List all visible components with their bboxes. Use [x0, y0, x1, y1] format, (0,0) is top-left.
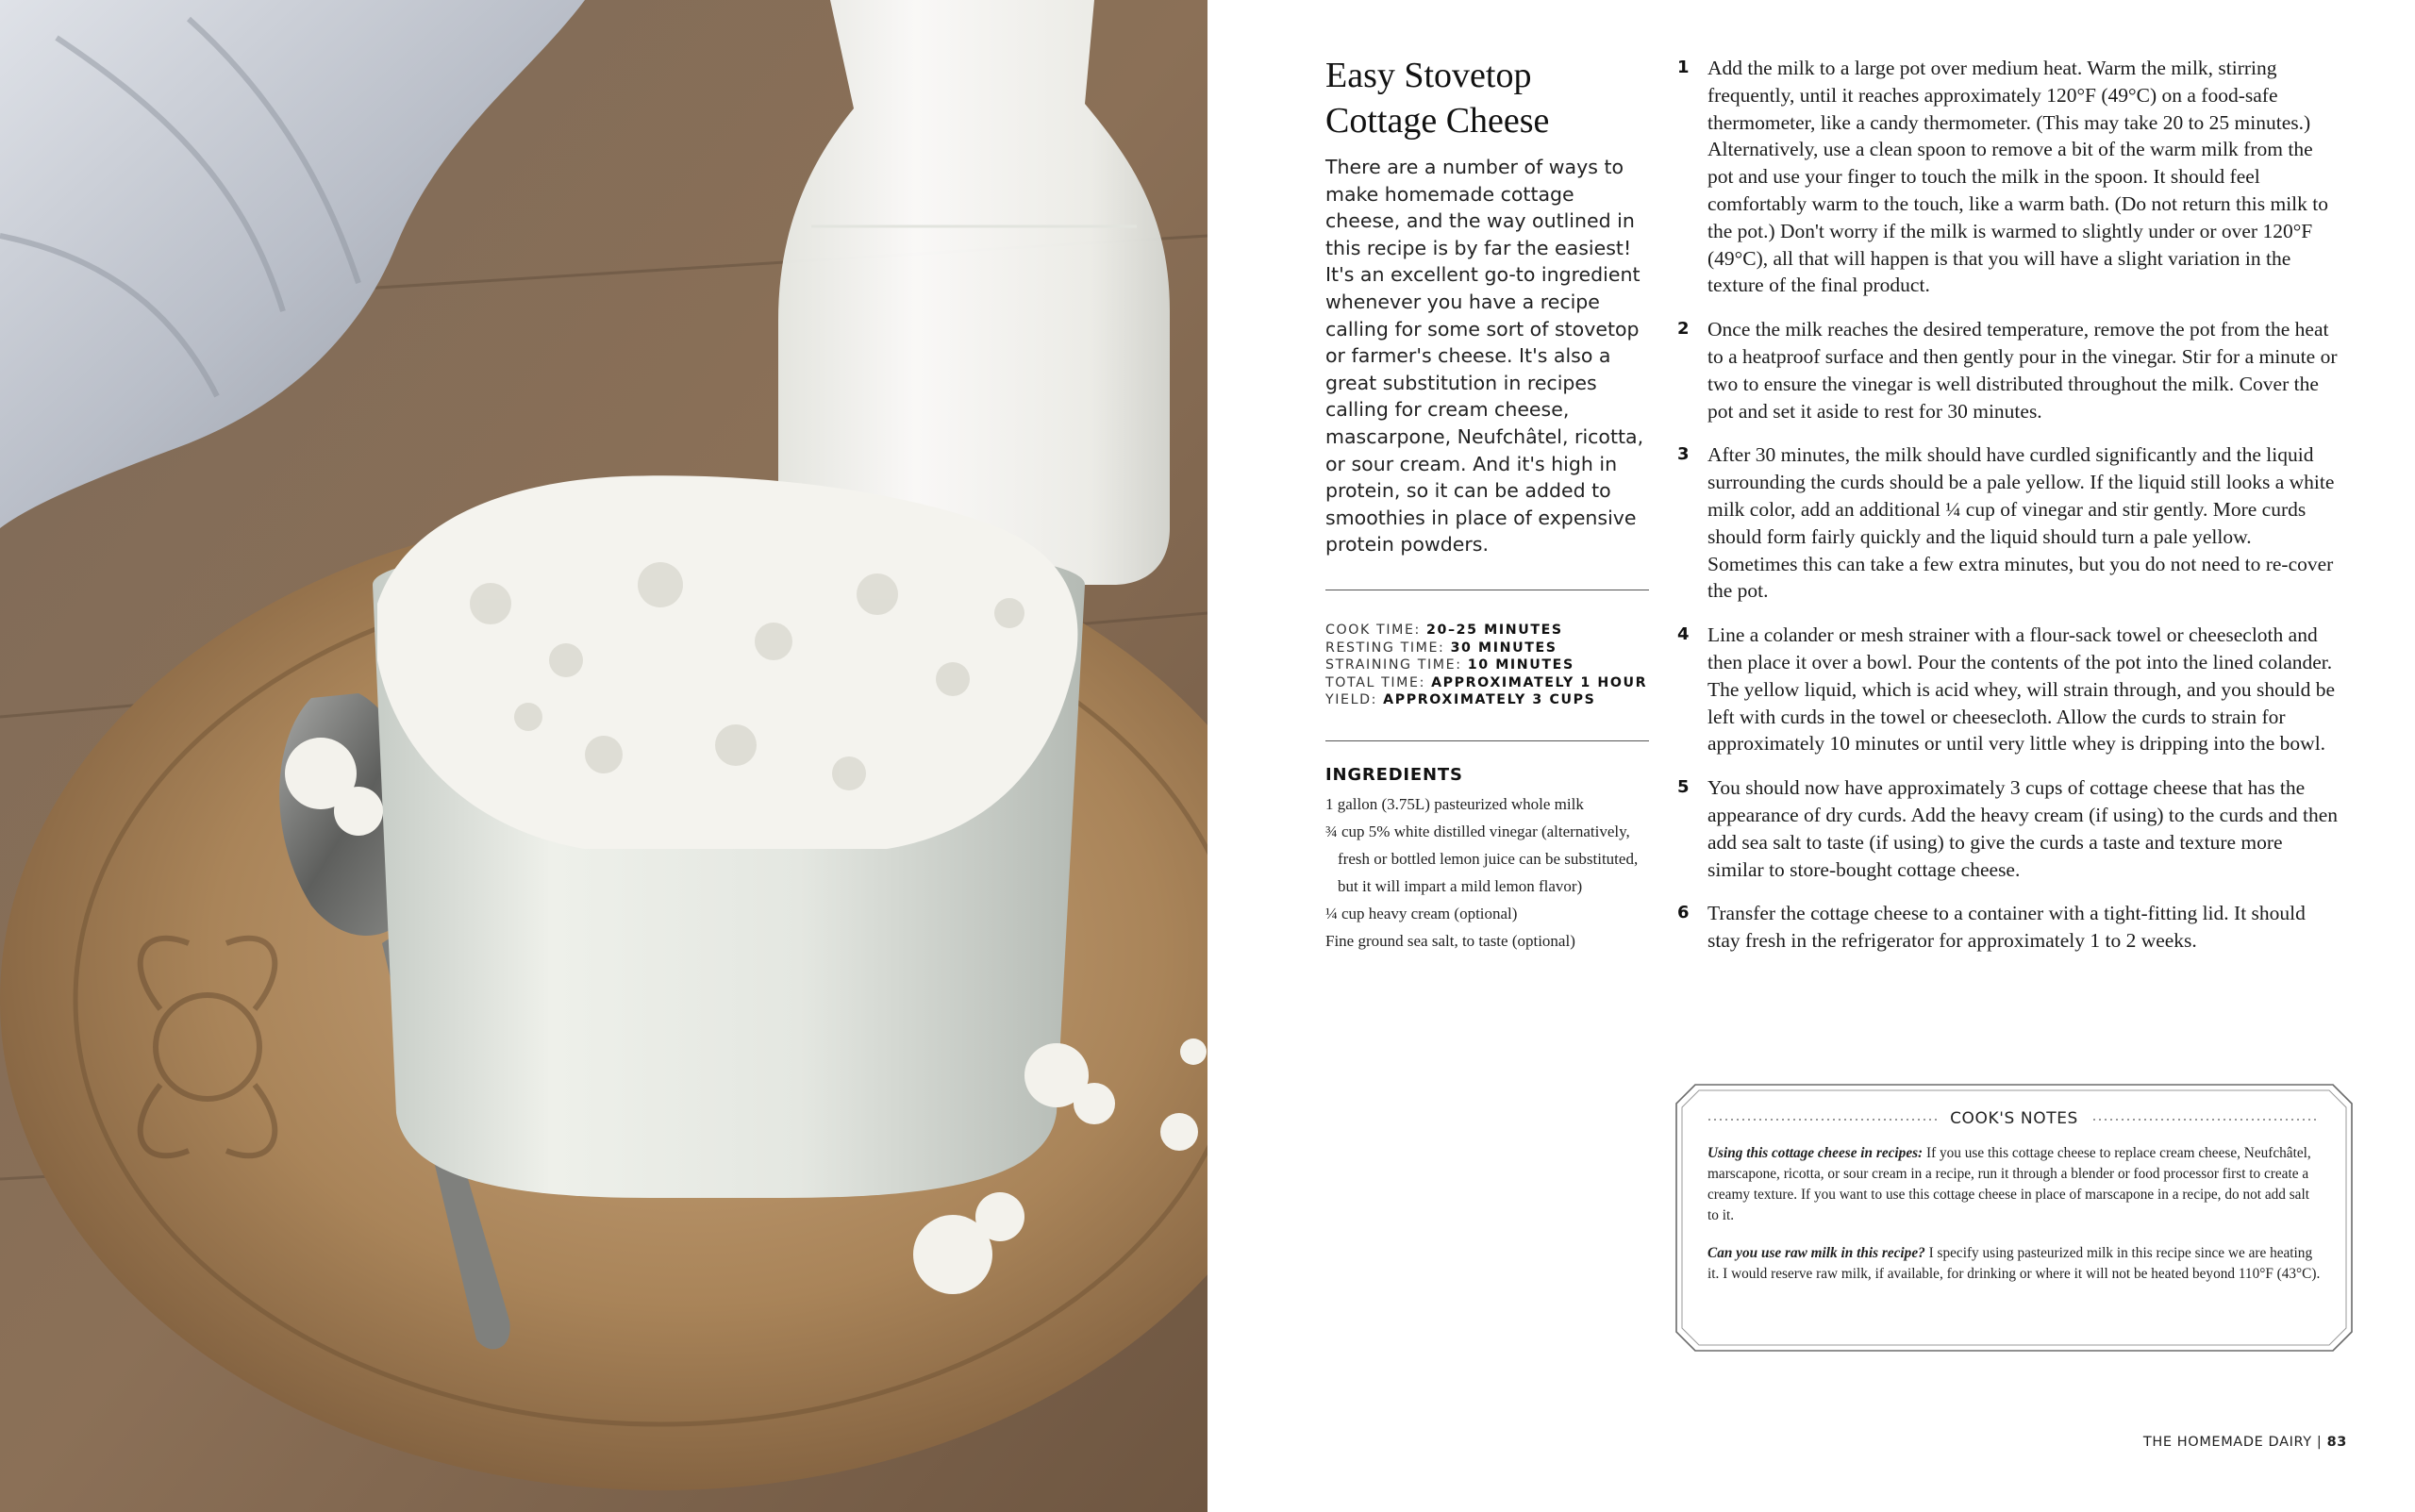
step-item [1677, 316, 2340, 424]
step-text: Add the milk to a large pot over medium heat. Warm the milk, stirring frequently, until it reaches approximately 120°F (49°C) on a food-safe thermometer, like a candy thermometer. (This may take 20 to 25 minutes.) Alternatively, use a clean spoon to remove a bit of the warm milk from the pot and use your finger to touch the milk in the spoon. It should feel comfortably warm to the touch, like a warm bath. (Do not return this milk to the pot.) Don't worry if the milk is warmed to slightly under or over 120°F (49°C), all that will happen is that you will have a slight variation in the texture of the final product. [1707, 57, 2328, 297]
steps-list [1677, 55, 2340, 955]
time-row: YIELD: APPROXIMATELY 3 CUPS [1325, 692, 1596, 707]
step-item [1677, 441, 2340, 605]
ingredient-item: ¼ cup heavy cream (optional) [1325, 905, 1518, 922]
step-text: You should now have approximately 3 cups of cottage cheese that has the appearance of dry curds. Add the heavy cream (if using) to the curds and then add sea salt to taste (if using) to give the curds a taste and texture more similar to store-bought cottage cheese. [1707, 776, 2339, 881]
step-item [1677, 900, 2340, 955]
footer-separator: | [2316, 1435, 2323, 1450]
step-item [1677, 55, 2340, 299]
recipe-title-line1: Easy Stovetop [1325, 56, 1532, 95]
step-text: Line a colander or mesh strainer with a flour-sack towel or cheesecloth and then place it over a bowl. Pour the contents of the pot into the lined colander. The yellow liquid, which is acid whey, will strain through, and you should be left with curds in the towel or cheesecloth. Allow the curds to strain for approximately 10 minutes or until very little whey is dripping into the bowl. [1707, 623, 2335, 756]
step-number: 2 [1677, 319, 1690, 340]
recipe-times [1325, 622, 1651, 709]
time-row: STRAINING TIME: 10 MINUTES [1325, 657, 1574, 673]
ingredients-list [1325, 790, 1651, 955]
recipe-title [1325, 53, 1627, 143]
cooks-notes-box [1674, 1083, 2354, 1353]
step-text: After 30 minutes, the milk should have curdled significantly and the liquid surrounding the curds should be a pale yellow. If the liquid still looks a white milk color, add an additional ¼ cup of vinegar and stir gently. More curds should form fairly quickly and the liquid should turn a pale yellow. Sometimes this can take a few extra minutes, but you do not need to re-cover the pot. [1707, 443, 2335, 603]
page-footer [2143, 1435, 2347, 1450]
ingredient-item: Fine ground sea salt, to taste (optional) [1325, 932, 1575, 950]
notes-title: COOK'S NOTES [1937, 1109, 2091, 1128]
time-row: RESTING TIME: 30 MINUTES [1325, 640, 1557, 656]
step-number: 3 [1677, 444, 1690, 465]
step-number: 6 [1677, 903, 1690, 923]
step-number: 4 [1677, 624, 1690, 645]
step-text: Once the milk reaches the desired temperature, remove the pot from the heat to a heatproof surface and then gently pour in the vinegar. Stir for a minute or two to ensure the vinegar is well distributed throughout the milk. Cover the pot and set it aside to rest for 30 minutes. [1707, 318, 2338, 423]
ingredients-heading: INGREDIENTS [1325, 765, 1463, 785]
step-number: 1 [1677, 58, 1690, 77]
step-text: Transfer the cottage cheese to a container with a tight-fitting lid. It should stay fresh in the refrigerator for approximately 1 to 2 weeks. [1707, 902, 2306, 953]
note-raw-replace: Using this cottage cheese in recipes: If you use this cottage cheese to replace cream cheese, Neufchâtel, marscapone, ricotta, or sour cream in a recipe, run it through a blender or food processor first to create a creamy texture. If you want to use this cottage cheese in place of marscapone in a recipe, do not add salt to it. [1707, 1145, 2311, 1223]
page-number: 83 [2326, 1435, 2347, 1450]
note-raw-milk: Can you use raw milk in this recipe? I specify using pasteurized milk in this recipe since we are heating it. I would reserve raw milk, if available, for drinking or where it will not be heated beyond 110°F (43°C). [1707, 1245, 2321, 1282]
recipe-title-line2: Cottage Cheese [1325, 101, 1550, 141]
step-number: 5 [1677, 777, 1690, 798]
book-title: THE HOMEMADE DAIRY [2142, 1435, 2312, 1450]
recipe-intro: There are a number of ways to make homemade cottage cheese, and the way outlined in this recipe is by far the easiest! It's an excellent go-to ingredient whenever you have a recipe calling for some sort of stovetop or farmer's cheese. It's also a great substitution in recipes calling for cream cheese, mascarpone, Neufchâtel, ricotta, or sour cream. And it's high in protein, so it can be added to smoothies in place of expensive protein powders. [1325, 156, 1644, 557]
time-row: COOK TIME: 20–25 MINUTES [1325, 623, 1563, 638]
ingredient-item: 1 gallon (3.75L) pasteurized whole milk [1325, 795, 1584, 813]
ingredient-item: ¾ cup 5% white distilled vinegar (alternatively, fresh or bottled lemon juice can be substituted, but it will impart a mild lemon flavor) [1325, 822, 1639, 895]
step-item [1677, 622, 2340, 757]
step-item [1677, 774, 2340, 883]
time-row: TOTAL TIME: APPROXIMATELY 1 HOUR [1325, 674, 1648, 690]
divider-rule [1325, 740, 1649, 741]
